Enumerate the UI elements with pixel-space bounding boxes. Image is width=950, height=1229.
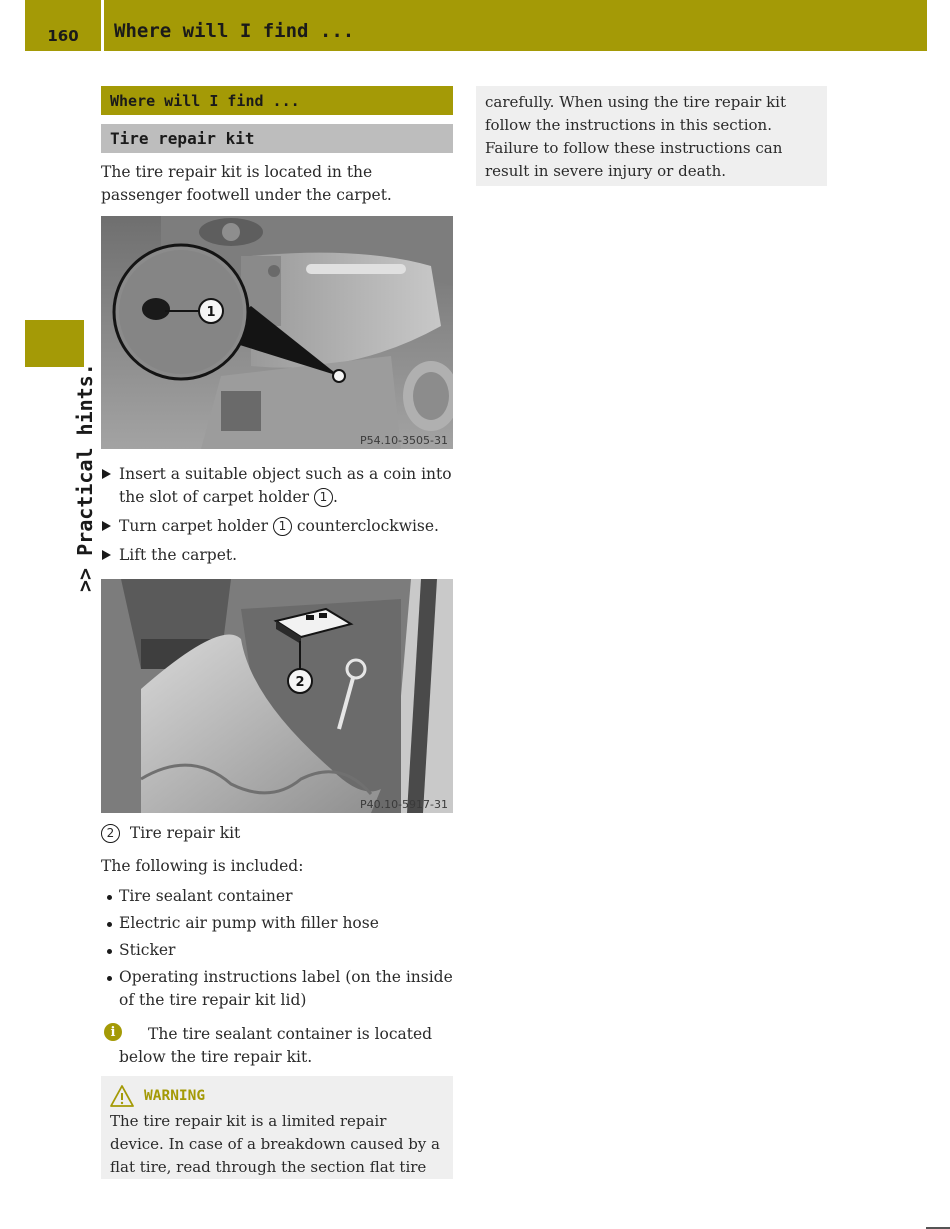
list-item bbox=[101, 885, 461, 908]
list-item-text: Operating instructions label (on the inside of the tire repair kit lid) bbox=[119, 968, 453, 1009]
page-number: 160 bbox=[47, 27, 79, 45]
bullet-icon bbox=[107, 949, 112, 954]
step-text: Turn carpet holder bbox=[119, 517, 273, 535]
bullet-icon bbox=[107, 922, 112, 927]
chapter-tab-marker bbox=[25, 320, 84, 367]
step-text: . bbox=[333, 488, 338, 506]
included-label: The following is included: bbox=[101, 857, 304, 875]
step-arrow-icon bbox=[102, 469, 111, 479]
info-note bbox=[101, 1023, 453, 1069]
step-text: Lift the carpet. bbox=[119, 546, 238, 564]
list-item bbox=[101, 966, 461, 1012]
warning-continuation-text: carefully. When using the tire repair kit follow the instructions in this section. Failure to follow these instructions can result in severe injury or death. bbox=[485, 93, 787, 180]
callout-ref: 2 bbox=[101, 824, 120, 843]
step-arrow-icon bbox=[102, 521, 111, 531]
warning-header bbox=[110, 1082, 444, 1110]
intro-paragraph: The tire repair kit is located in the passenger footwell under the carpet. bbox=[101, 163, 392, 204]
step-text: counterclockwise. bbox=[291, 517, 439, 535]
section-heading: Where will I find ... bbox=[101, 86, 453, 115]
carpet-holder-illustration bbox=[101, 216, 453, 449]
subsection-heading: Tire repair kit bbox=[101, 124, 453, 153]
legend-label: Tire repair kit bbox=[129, 824, 241, 842]
list-item-text: Sticker bbox=[119, 941, 176, 959]
figure-code: P54.10-3505-31 bbox=[359, 434, 448, 447]
bullet-icon bbox=[107, 976, 112, 981]
step-text: Insert a suitable object such as a coin into the slot of carpet holder bbox=[119, 465, 452, 506]
dashboard-drawing bbox=[101, 216, 453, 449]
callout-ref: 1 bbox=[273, 517, 292, 536]
figure-code: P40.10-5917-31 bbox=[359, 798, 448, 811]
figure-legend bbox=[101, 822, 453, 845]
instruction-step bbox=[101, 463, 461, 509]
list-item bbox=[101, 939, 461, 962]
instruction-step bbox=[101, 515, 461, 538]
instruction-steps bbox=[101, 463, 461, 573]
warning-box bbox=[101, 1076, 453, 1179]
instruction-step bbox=[101, 544, 461, 567]
header-divider bbox=[101, 0, 104, 51]
warning-continuation-box bbox=[476, 86, 827, 186]
step-arrow-icon bbox=[102, 550, 111, 560]
footwell-drawing bbox=[101, 579, 453, 813]
callout-1-label: 1 bbox=[206, 305, 216, 320]
warning-title: WARNING bbox=[144, 1088, 206, 1104]
list-item bbox=[101, 912, 461, 935]
included-items-list bbox=[101, 885, 461, 1016]
list-item-text: Electric air pump with filler hose bbox=[119, 914, 379, 932]
bullet-icon bbox=[107, 895, 112, 900]
tire-repair-kit-illustration bbox=[101, 579, 453, 813]
warning-text: The tire repair kit is a limited repair device. In case of a breakdown caused by a flat tire, read through the section flat tire bbox=[110, 1112, 440, 1176]
chapter-tab-label: >> Practical hints. bbox=[73, 363, 97, 592]
list-item-text: Tire sealant container bbox=[119, 887, 293, 905]
callout-ref: 1 bbox=[314, 488, 333, 507]
info-icon: i bbox=[104, 1023, 122, 1041]
callout-2-label: 2 bbox=[295, 675, 305, 690]
page-title: Where will I find ... bbox=[114, 20, 355, 42]
info-note-text: The tire sealant container is located below the tire repair kit. bbox=[119, 1025, 433, 1066]
warning-triangle-icon bbox=[110, 1085, 134, 1107]
